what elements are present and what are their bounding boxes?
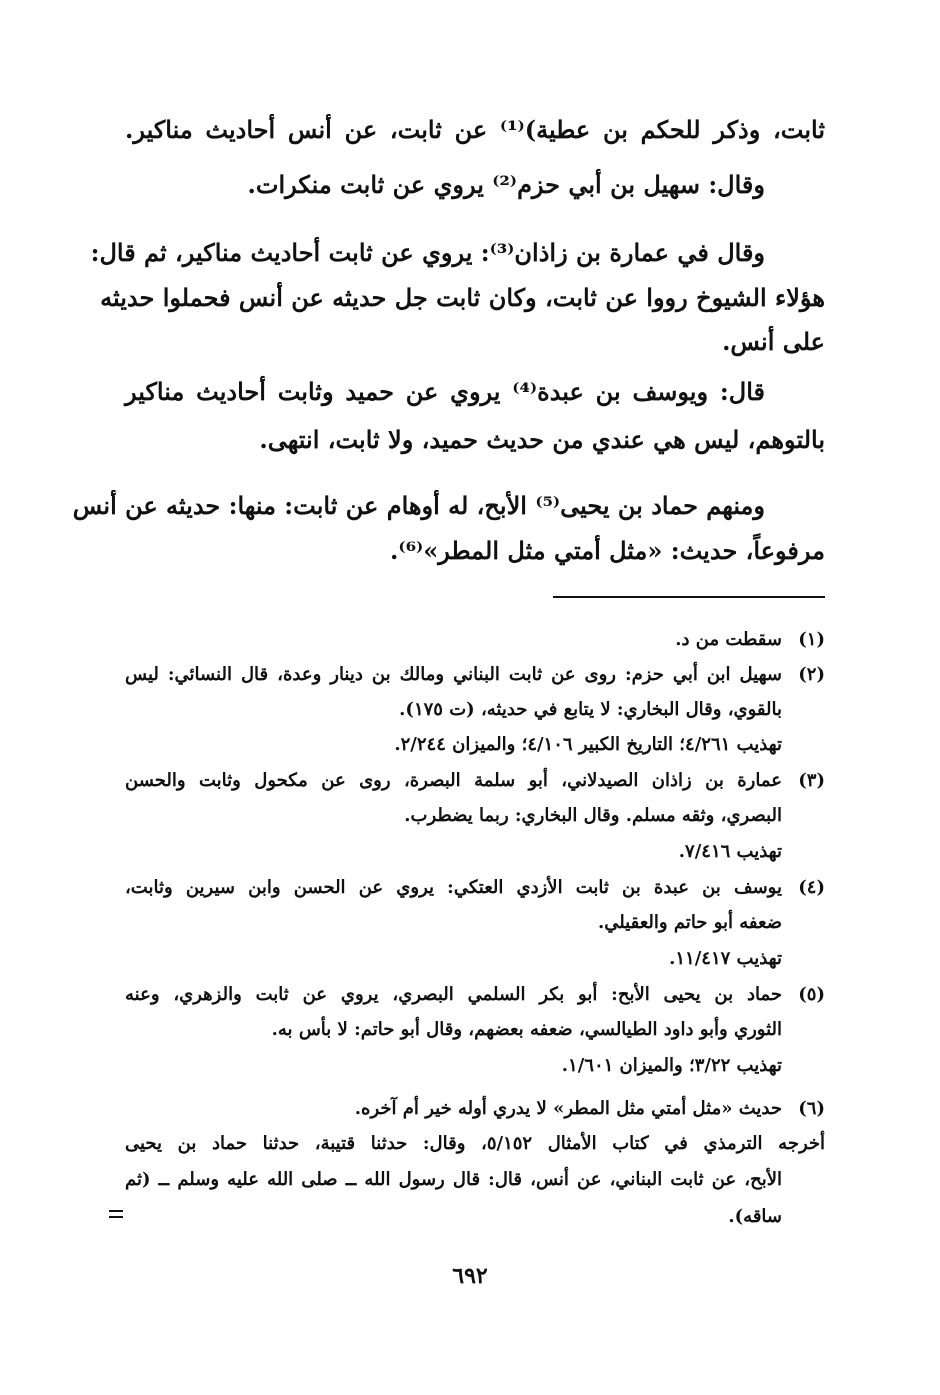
footnote-line: البصري، وثقه مسلم. وقال البخاري: ربما يضطرب. <box>404 805 782 826</box>
footnote-line: سهيل ابن أبي حزم: روى عن ثابت البناني ومالك بن دينار وعدة، قال النسائي: ليس <box>125 664 782 685</box>
footnote-number: (٢) <box>798 664 825 685</box>
body-line: ثابت، وذكر للحكم بن عطية)⁽¹⁾ عن ثابت، عن أنس أحاديث مناكير. <box>125 115 825 144</box>
footnote-line: الأبح، عن ثابت البناني، عن أنس، قال: قال رسول الله ــ صلى الله عليه وسلم ــ (ثم <box>125 1169 782 1190</box>
body-line: بالتوهم، ليس هي عندي من حديث حميد، ولا ثابت، انتهى. <box>259 425 825 454</box>
footnote-line: ساقه). <box>728 1206 782 1227</box>
footnote-number: (٣) <box>798 770 825 791</box>
footnote-number: (٦) <box>798 1098 825 1119</box>
footnote-line: حماد بن يحيى الأبح: أبو بكر السلمي البصري، يروي عن ثابت والزهري، وعنه <box>125 984 782 1005</box>
footnote-line: سقطت من د. <box>675 629 782 650</box>
footnote-number: (٤) <box>798 877 825 898</box>
body-line: على أنس. <box>722 327 825 356</box>
footnote-line: عمارة بن زاذان الصيدلاني، أبو سلمة البصرة، روى عن مكحول وثابت والحسن <box>125 770 782 791</box>
footnote-line: تهذيب ١١/٤١٧. <box>669 948 782 969</box>
footnote-separator <box>553 596 825 598</box>
footnote-number: (١) <box>798 629 825 650</box>
footnote-line: يوسف بن عبدة بن ثابت الأزدي العتكي: يروي عن الحسن وابن سيرين وثابت، <box>125 877 782 898</box>
page-number: ٦٩٢ <box>452 1263 488 1289</box>
body-line: هؤلاء الشيوخ رووا عن ثابت، وكان ثابت جل حديثه عن أنس فحملوا حديثه <box>100 283 825 312</box>
footnote-line: ضعفه أبو حاتم والعقيلي. <box>597 912 782 933</box>
footnote-line: الثوري وأبو داود الطيالسي، ضعفه بعضهم، وقال أبو حاتم: لا بأس به. <box>271 1019 782 1040</box>
footnote-line: بالقوي، وقال البخاري: لا يتابع في حديثه، (ت ١٧٥). <box>399 699 782 720</box>
footnote-number: (٥) <box>798 984 825 1005</box>
footnote-line: تهذيب ٤/٢٦١؛ التاريخ الكبير ٤/١٠٦؛ والميزان ٢/٢٤٤. <box>394 734 782 755</box>
body-line: ومنهم حماد بن يحيى⁽⁵⁾ الأبح، له أوهام عن ثابت: منها: حديثه عن أنس <box>72 491 765 520</box>
body-line: قال: ويوسف بن عبدة⁽⁴⁾ يروي عن حميد وثابت أحاديث مناكير <box>125 377 765 406</box>
footnote-line: تهذيب ٣/٢٢؛ والميزان ١/٦٠١. <box>561 1055 782 1076</box>
footnote-line: أخرجه الترمذي في كتاب الأمثال ٥/١٥٢، وقال: حدثنا قتيبة، حدثنا حماد بن يحيى <box>125 1133 826 1154</box>
footnote-line: حديث «مثل أمتي مثل المطر» لا يدري أوله خير أم آخره. <box>354 1098 782 1119</box>
footnote-line: تهذيب ٧/٤١٦. <box>678 841 782 862</box>
body-line: وقال: سهيل بن أبي حزم⁽²⁾ يروي عن ثابت منكرات. <box>247 170 765 199</box>
continuation-mark <box>109 1210 123 1218</box>
body-line: وقال في عمارة بن زاذان⁽³⁾: يروي عن ثابت أحاديث مناكير، ثم قال: <box>90 238 765 267</box>
body-line: مرفوعاً، حديث: «مثل أمتي مثل المطر»⁽⁶⁾. <box>390 536 825 565</box>
